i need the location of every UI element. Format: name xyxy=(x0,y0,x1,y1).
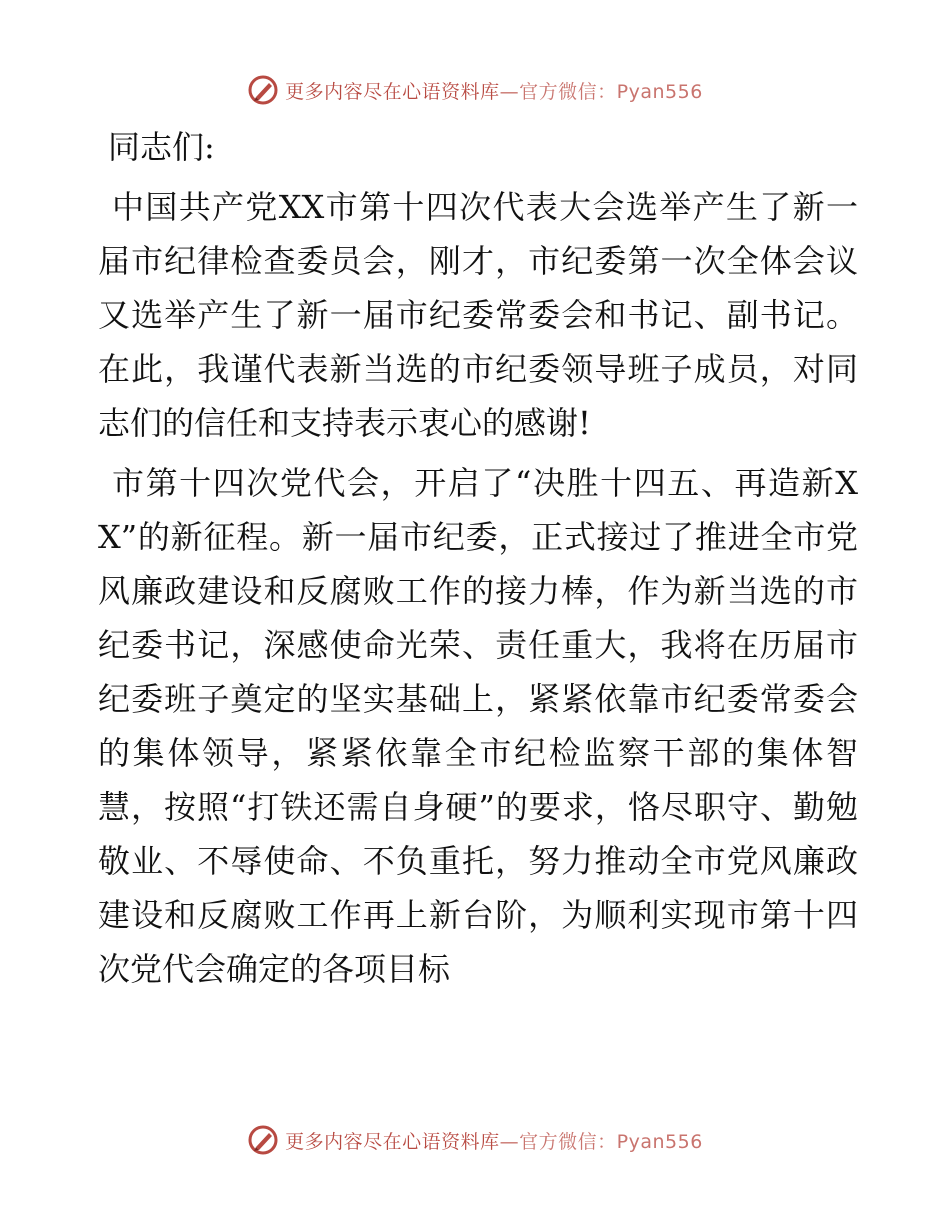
footer-banner-rest: —官方微信：Pyan556 xyxy=(499,1130,703,1153)
footer-banner-main: 更多内容尽在心语资料库 xyxy=(285,1130,500,1153)
paragraph-2: 市第十四次党代会，开启了“决胜十四五、再造新XX”的新征程。新一届市纪委，正式接过了推进全市党风廉政建设和反腐败工作的接力棒，作为新当选的市纪委书记，深感使命光荣、责任重大，我将在历届市纪委班子奠定的坚实基础上，紧紧依靠市纪委常委会的集体领导，紧紧依靠全市纪检监察干部的集体智慧，按照“打铁还需自身硬”的要求，恪尽职守、勤勉敬业、不辱使命、不负重托，努力推动全市党风廉政建设和反腐败工作再上新台阶，为顺利实现市第十四次党代会确定的各项目标 xyxy=(98,464,858,988)
paragraph-1: 中国共产党XX市第十四次代表大会选举产生了新一届市纪律检查委员会，刚才，市纪委第一次全体会议又选举产生了新一届市纪委常委会和书记、副书记。在此，我谨代表新当选的市纪委领导班子成员，对同志们的信任和支持表示衷心的感谢! xyxy=(98,188,858,442)
header-banner-main: 更多内容尽在心语资料库 xyxy=(285,80,500,103)
header-watermark-banner xyxy=(0,70,950,110)
header-banner-rest: —官方微信：Pyan556 xyxy=(499,80,703,103)
footer-banner-text xyxy=(285,1127,703,1154)
header-banner-text xyxy=(285,77,703,104)
salutation: 同志们: xyxy=(108,128,215,166)
pen-seal-logo-icon xyxy=(247,1124,279,1156)
pen-seal-logo-icon xyxy=(247,74,279,106)
footer-watermark-banner xyxy=(0,1120,950,1160)
document-body xyxy=(98,120,858,1002)
